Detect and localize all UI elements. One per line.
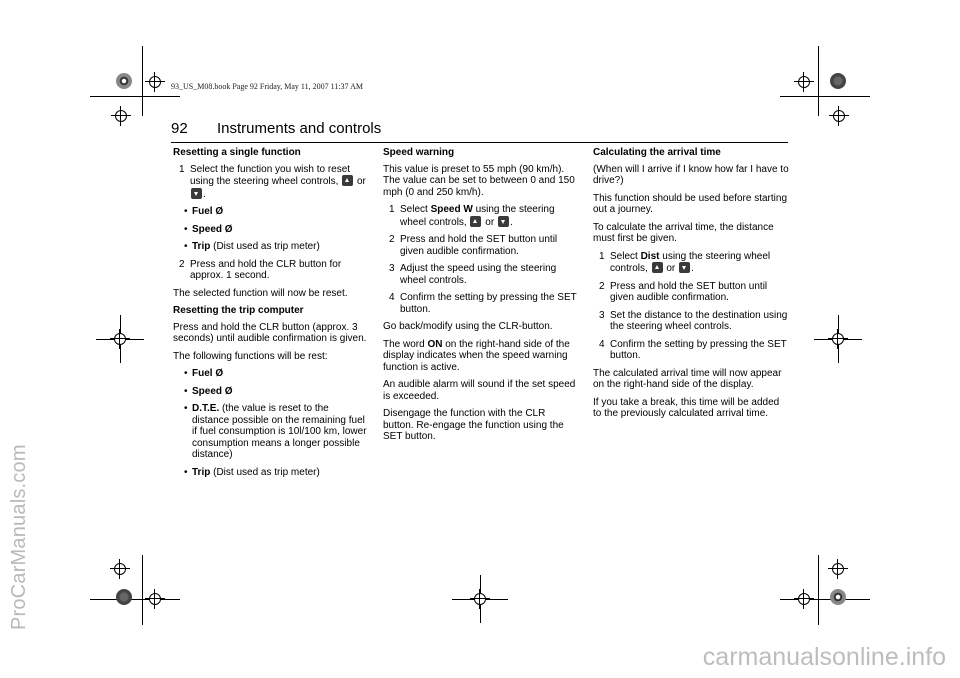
step-text: Press and hold the SET button until given audible confirmation. <box>610 280 768 303</box>
crosshair-icon <box>833 110 845 122</box>
registration-target-icon <box>830 73 846 89</box>
step-text: Select <box>400 204 431 215</box>
crop-line <box>780 96 870 97</box>
page-title: Instruments and controls <box>217 120 382 137</box>
paragraph: The selected function will now be reset. <box>173 287 348 299</box>
step-text: or <box>663 263 679 274</box>
paragraph: Disengage the function with the CLR button. Re-engage the function using the SET button. <box>383 408 564 442</box>
column-3 <box>593 147 789 426</box>
crosshair-icon <box>149 76 161 88</box>
bullet-icon: • <box>184 206 188 217</box>
arrow-down-button-icon <box>679 262 690 273</box>
step-text: . <box>203 188 206 200</box>
list-item <box>173 368 367 380</box>
step-item <box>593 339 789 362</box>
step-text: . <box>509 216 513 228</box>
bullet-icon: • <box>184 403 188 414</box>
crosshair-icon <box>798 76 810 88</box>
arrow-up-button-icon <box>470 216 481 227</box>
heading-speed-warning: Speed warning <box>383 147 455 158</box>
paragraph-keyword: ON <box>427 338 443 350</box>
list-item <box>173 403 367 461</box>
list-item <box>173 467 367 479</box>
crop-line <box>142 46 143 116</box>
step-keyword: Speed W <box>430 204 473 215</box>
step-item <box>593 281 789 304</box>
crop-line <box>818 46 819 116</box>
heading-arrival-time: Calculating the arrival time <box>593 147 721 158</box>
step-text: Adjust the speed using the steering wheel controls. <box>400 263 557 286</box>
step-item <box>593 251 789 275</box>
step-text: Press and hold the SET button until given audible confirmation. <box>400 234 558 257</box>
step-text: or <box>482 216 497 228</box>
list-item <box>173 386 367 398</box>
crosshair-icon <box>115 110 127 122</box>
paragraph: Press and hold the CLR button (approx. 3 seconds) until audible confirmation is given. <box>173 321 367 344</box>
step-text: . <box>691 263 694 274</box>
paragraph-text: on the right-hand side of the display indicates when the speed warning function is active. <box>383 338 570 373</box>
step-text: Confirm the setting by pressing the SET button. <box>610 338 787 361</box>
step-number: 2 <box>599 280 605 292</box>
bullet-label: D.T.E. <box>192 403 220 414</box>
heading-reset-single: Resetting a single function <box>173 147 301 158</box>
arrow-down-button-icon <box>498 216 509 227</box>
paragraph: To calculate the arrival time, the distance must first be given. <box>593 221 774 244</box>
step-text: Select the function you wish to reset using the steering wheel controls, <box>190 163 351 187</box>
bullet-label: Speed Ø <box>192 223 233 235</box>
step-text: Select <box>610 250 641 262</box>
bullet-label: Fuel Ø <box>192 368 224 379</box>
column-2 <box>383 147 578 449</box>
registration-target-icon <box>830 589 846 605</box>
paragraph: The following functions will be rest: <box>173 350 328 362</box>
bullet-icon: • <box>184 466 188 478</box>
step-text: Confirm the setting by pressing the SET button. <box>400 292 577 315</box>
arrow-down-button-icon <box>191 188 202 199</box>
step-number: 1 <box>179 163 185 175</box>
step-keyword: Dist <box>640 250 660 262</box>
step-item <box>383 234 578 257</box>
bullet-icon: • <box>184 241 188 252</box>
paragraph: If you take a break, this time will be added to the previously calculated arrival time. <box>593 396 780 419</box>
crop-line <box>142 555 143 625</box>
step-number: 1 <box>599 250 605 262</box>
step-number: 4 <box>599 338 605 350</box>
bullet-icon: • <box>184 368 188 379</box>
step-number: 4 <box>389 292 395 303</box>
step-number: 3 <box>389 263 395 274</box>
bullet-text: (the value is reset to the distance possible on the remaining fuel if fuel consumption is 10l/100 km, lower consumption means a longer possible distance) <box>192 403 367 460</box>
step-text: Press and hold the CLR button for approx. 1 second. <box>190 258 342 281</box>
step-number: 3 <box>599 309 605 321</box>
step-number: 2 <box>179 258 185 270</box>
paragraph: (When will I arrive if I know how far I have to drive?) <box>593 163 789 186</box>
bullet-label: Speed Ø <box>192 385 233 397</box>
page-number: 92 <box>171 120 188 137</box>
arrow-up-button-icon <box>342 175 353 186</box>
crosshair-icon <box>832 563 844 575</box>
crop-line <box>818 555 819 625</box>
step-number: 2 <box>389 234 395 245</box>
bottom-watermark: carmanualsonline.info <box>702 643 946 671</box>
crosshair-icon <box>832 333 844 345</box>
paragraph: This function should be used before starting out a journey. <box>593 192 788 215</box>
bullet-label: Trip <box>192 241 211 252</box>
book-info: 93_US_M08.book Page 92 Friday, May 11, 2007 11:37 AM <box>171 82 363 91</box>
crop-line <box>90 96 180 97</box>
crosshair-icon <box>798 593 810 605</box>
paragraph: This value is preset to 55 mph (90 km/h). The value can be set to between 0 and 150 mph (0 and 250 km/h). <box>383 163 575 198</box>
bullet-icon: • <box>184 223 188 235</box>
step-item <box>173 164 367 201</box>
bullet-label: Trip <box>192 466 211 478</box>
heading-reset-trip: Resetting the trip computer <box>173 305 304 316</box>
paragraph <box>383 339 578 374</box>
step-text: using the steering wheel controls, <box>610 250 771 274</box>
list-item <box>173 241 367 253</box>
step-item <box>383 204 578 228</box>
side-watermark: ProCarManuals.com <box>8 444 30 630</box>
bullet-text: (Dist used as trip meter) <box>210 241 320 252</box>
step-item <box>383 292 578 315</box>
paragraph: An audible alarm will sound if the set speed is exceeded. <box>383 379 576 402</box>
bullet-icon: • <box>184 385 188 397</box>
step-item <box>173 259 367 282</box>
paragraph: The calculated arrival time will now appear on the right-hand side of the display. <box>593 367 782 390</box>
bullet-text: (Dist used as trip meter) <box>210 466 320 478</box>
page-header <box>171 120 788 143</box>
step-number: 1 <box>389 204 395 215</box>
column-1 <box>173 147 367 484</box>
arrow-up-button-icon <box>652 262 663 273</box>
crop-line <box>90 599 180 600</box>
paragraph-text: The word <box>383 338 428 350</box>
list-item <box>173 224 367 236</box>
step-item <box>383 263 578 286</box>
crosshair-icon <box>149 593 161 605</box>
step-item <box>593 310 789 333</box>
step-text: using the steering wheel controls, <box>400 204 555 228</box>
registration-target-icon <box>116 589 132 605</box>
crosshair-icon <box>114 563 126 575</box>
step-text: Set the distance to the destination using the steering wheel controls. <box>610 309 788 332</box>
crosshair-icon <box>114 333 126 345</box>
bullet-label: Fuel Ø <box>192 206 224 217</box>
step-text: or <box>354 176 366 187</box>
registration-target-icon <box>116 73 132 89</box>
list-item <box>173 206 367 218</box>
crosshair-icon <box>474 593 486 605</box>
paragraph: Go back/modify using the CLR-button. <box>383 321 553 332</box>
